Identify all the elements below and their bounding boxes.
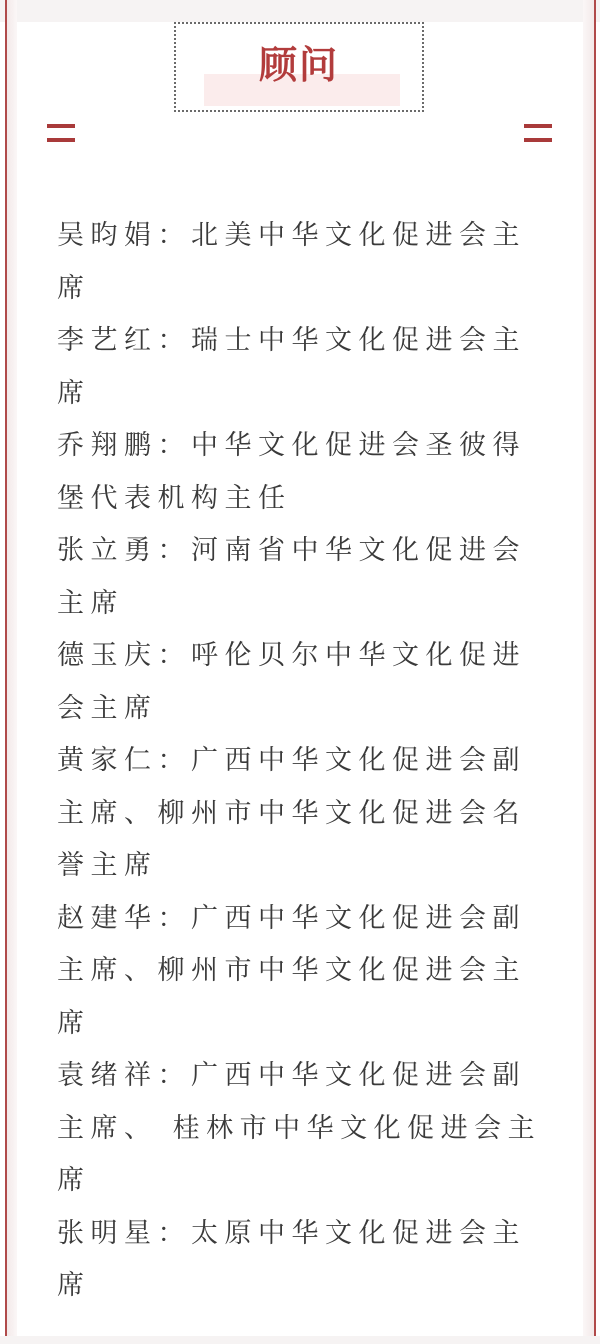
double-bar-ornament-left	[47, 124, 75, 144]
advisor-list	[57, 210, 547, 1313]
name-separator: ：	[157, 1060, 191, 1091]
advisor-title: 中华文化促进会圣彼得堡代表机构主任	[57, 430, 526, 514]
advisor-name: 张立勇	[57, 535, 158, 566]
advisor-entry	[57, 1208, 547, 1313]
name-separator: ：	[157, 640, 191, 671]
name-separator: ：	[157, 535, 191, 566]
advisor-entry	[57, 525, 547, 630]
advisor-name: 张明星	[57, 1217, 158, 1249]
advisor-entry	[57, 315, 547, 420]
advisor-name: 袁绪祥	[57, 1060, 158, 1091]
double-bar-ornament-right	[524, 124, 552, 144]
advisor-name: 李艺红	[57, 325, 158, 356]
name-separator: ：	[157, 430, 191, 461]
advisor-entry	[57, 1050, 547, 1208]
advisor-name: 乔翔鹏	[57, 430, 158, 461]
section-title-frame	[174, 22, 424, 112]
bottom-band	[0, 1336, 600, 1344]
name-separator: ：	[157, 220, 191, 251]
advisor-entry	[57, 420, 547, 525]
name-separator: ：	[157, 745, 191, 776]
right-border-rule	[594, 0, 596, 1344]
name-separator: ：	[157, 902, 191, 934]
advisor-title: 北美中华文化促进会主席	[57, 220, 526, 304]
advisor-entry	[57, 210, 547, 315]
advisor-name: 德玉庆	[57, 640, 158, 671]
advisor-title: 太原中华文化促进会主席	[57, 1217, 526, 1301]
advisor-title: 瑞士中华文化促进会主席	[57, 325, 526, 409]
advisor-name: 赵建华	[57, 902, 158, 934]
advisor-title: 呼伦贝尔中华文化促进会主席	[57, 640, 526, 724]
left-border-rule	[5, 0, 7, 1344]
advisor-title: 广西中华文化促进会副主席、柳州市中华文化促进会主席	[57, 902, 526, 1039]
advisor-title: 广西中华文化促进会副主席、柳州市中华文化促进会名誉主席	[57, 745, 526, 881]
advisor-name: 吴昀娟	[57, 220, 158, 251]
section-title: 顾问	[258, 43, 339, 87]
advisor-title: 河南省中华文化促进会主席	[57, 535, 526, 619]
advisor-entry	[57, 735, 547, 893]
advisor-title: 广西中华文化促进会副主席、 桂林市中华文化促进会主席	[57, 1060, 542, 1196]
top-band	[0, 0, 600, 22]
advisor-name: 黄家仁	[57, 745, 158, 776]
right-border-shade	[583, 0, 594, 1344]
name-separator: ：	[157, 325, 191, 356]
name-separator: ：	[157, 1217, 191, 1249]
left-border-shade	[7, 0, 17, 1344]
advisor-entry	[57, 893, 547, 1051]
advisor-entry	[57, 630, 547, 735]
